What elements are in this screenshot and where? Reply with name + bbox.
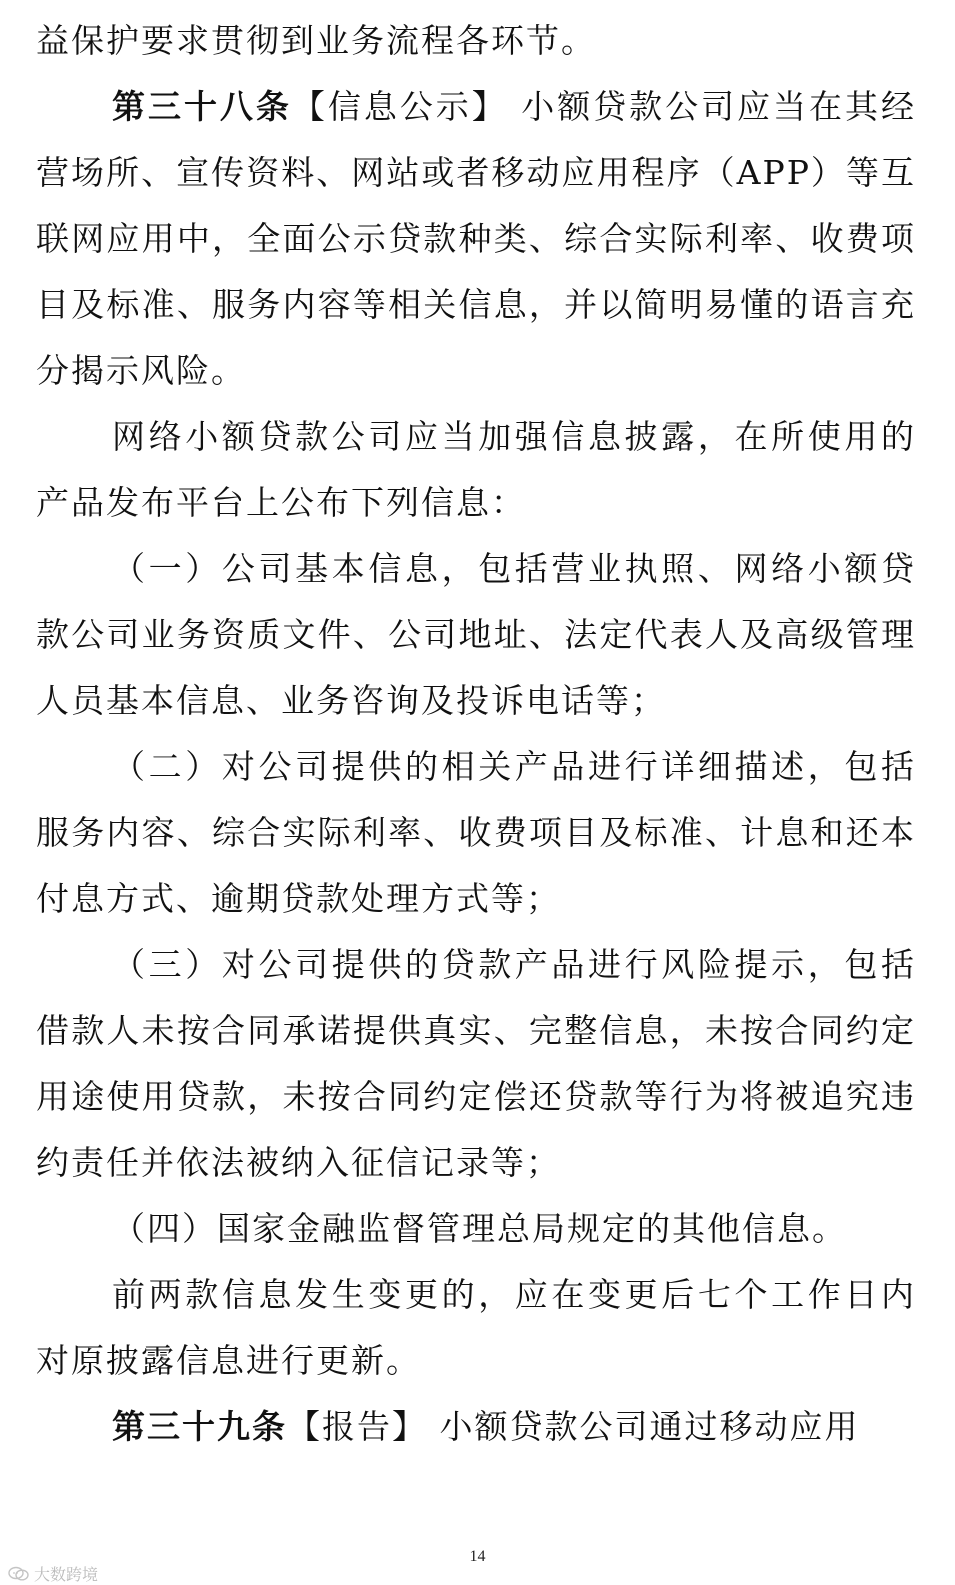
speech-bubble-logo-icon [8, 1566, 30, 1582]
paragraph-item-2 [36, 734, 916, 932]
paragraph-text: 网络小额贷款公司应当加强信息披露，在所使用的产品发布平台上公布下列信息： [36, 417, 916, 522]
paragraph-text: 益保护要求贯彻到业务流程各环节。 [36, 21, 596, 60]
paragraph-continuation [36, 8, 916, 74]
paragraph-text: 前两款信息发生变更的，应在变更后七个工作日内对原披露信息进行更新。 [36, 1275, 916, 1380]
document-body [36, 8, 916, 1460]
article-number: 第三十九条 [112, 1407, 287, 1446]
paragraph-text: （二）对公司提供的相关产品进行详细描述，包括服务内容、综合实际利率、收费项目及标准、计息和还本付息方式、逾期贷款处理方式等； [36, 747, 916, 918]
watermark-text: 大数跨境 [34, 1565, 99, 1584]
paragraph-article-38 [36, 74, 916, 404]
article-number: 第三十八条 [112, 87, 292, 126]
paragraph-text: （四）国家金融监督管理总局规定的其他信息。 [112, 1209, 847, 1248]
paragraph-item-1 [36, 536, 916, 734]
paragraph-item-4 [36, 1196, 916, 1262]
paragraph-text: 【信息公示】 小额贷款公司应当在其经营场所、宣传资料、网站或者移动应用程序（APP）等互联网应用中，全面公示贷款种类、综合实际利率、收费项目及标准、服务内容等相关信息，并以简明易懂的语言充分揭示风险。 [36, 87, 916, 390]
paragraph-text: （三）对公司提供的贷款产品进行风险提示，包括借款人未按合同承诺提供真实、完整信息，未按合同约定用途使用贷款，未按合同约定偿还贷款等行为将被追究违约责任并依法被纳入征信记录等； [36, 945, 916, 1182]
paragraph-update-rule [36, 1262, 916, 1394]
paragraph-text: （一）公司基本信息，包括营业执照、网络小额贷款公司业务资质文件、公司地址、法定代表人及高级管理人员基本信息、业务咨询及投诉电话等； [36, 549, 916, 720]
paragraph-item-3 [36, 932, 916, 1196]
watermark [8, 1562, 98, 1585]
paragraph-text: 【报告】 小额贷款公司通过移动应用 [287, 1407, 860, 1446]
page-number: 14 [469, 1548, 486, 1565]
paragraph-article-39 [36, 1394, 916, 1460]
paragraph-online-disclosure [36, 404, 916, 536]
